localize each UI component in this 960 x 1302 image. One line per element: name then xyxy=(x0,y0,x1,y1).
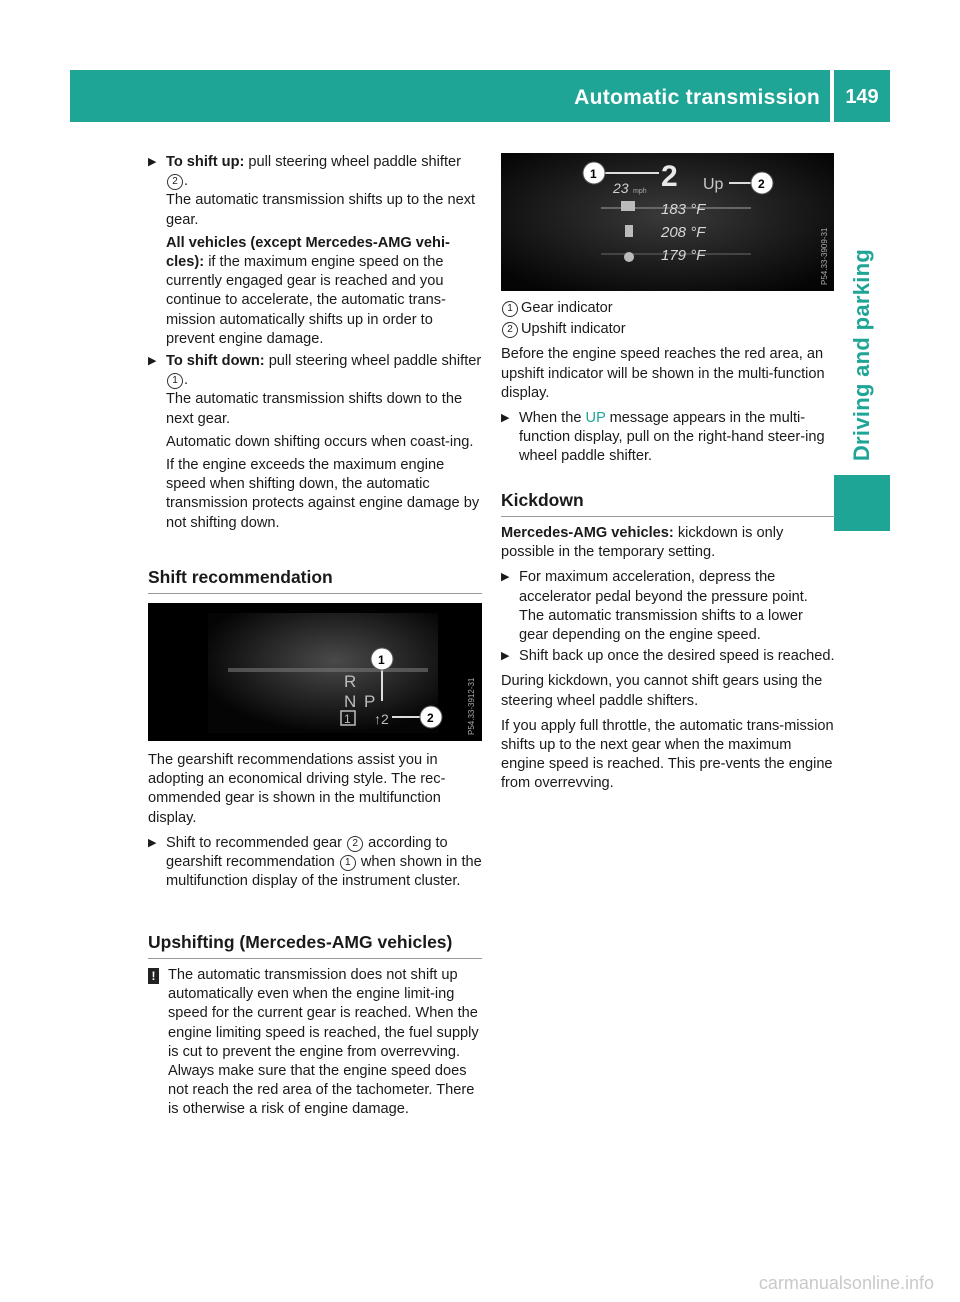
step-arrow-icon: ▶ xyxy=(501,650,510,663)
kickdown-step-1: ▶ For maximum acceleration, depress the accelerator pedal beyond the pressure point. The automatic transmission shifts to a lower gear depending on the engine speed. xyxy=(501,569,808,644)
section-heading-upshifting: Upshifting (Mercedes-AMG vehicles) xyxy=(148,933,482,959)
warning-icon: ! xyxy=(148,968,159,984)
left-column-2: The gearshift recommendations assist you in adopting an economical driving style. The rec-ommended gear is shown in the multifunction display. ▶ Shift to recommended gear 2 according to gearshift recommendation 1 when shown in the multifunction display of the instrument cluster. xyxy=(148,751,482,893)
upshift-illustration xyxy=(501,153,834,291)
temp-3: 179 °F xyxy=(661,247,706,264)
section-heading-kickdown: Kickdown xyxy=(501,491,835,517)
page-number: 149 xyxy=(845,86,879,108)
right-column: 1 Gear indicator 2 Upshift indicator Before the engine speed reaches the red area, an upshift indicator will be shown in the multi-function display. ▶ When the UP message appears in the multi-function display, pull on the right-hand steer-ing wheel paddle shifter. xyxy=(501,299,835,469)
shift-rec-heading-wrap xyxy=(148,568,482,594)
legend-item: 2 Upshift indicator xyxy=(501,320,835,339)
side-tab-marker xyxy=(834,475,890,531)
callout-2-icon: 2 xyxy=(502,322,518,338)
section-heading-shift-recommendation: Shift recommendation xyxy=(148,568,482,594)
left-column xyxy=(148,153,482,535)
gear-indicator: 2 xyxy=(661,160,678,193)
page-title: Automatic transmission xyxy=(574,86,820,109)
recommended-gear: ↑2 xyxy=(374,711,389,727)
step-arrow-icon: ▶ xyxy=(501,571,510,584)
current-gear: 1 xyxy=(344,712,351,726)
transmission-temp-icon xyxy=(624,252,634,262)
footer-watermark: carmanualsonline.info xyxy=(758,1273,934,1293)
shift-down-step: ▶ To shift down: pull steering wheel paddle shifter 1 . The automatic transmission shifts down to the next gear. Automatic down shifting occurs when coast-ing. If the engine exceeds the maximum engine speed when shifting down, the automatic transmission protects against engine damage by not shifting down. xyxy=(148,353,482,531)
upshift-indicator: Up xyxy=(703,176,724,193)
step-arrow-icon: ▶ xyxy=(148,836,157,849)
step-arrow-icon: ▶ xyxy=(148,355,157,368)
speed-unit: mph xyxy=(633,188,647,195)
speed-value: 23 xyxy=(613,180,629,196)
recommended-gear-step: ▶ Shift to recommended gear 2 according to gearshift recommendation 1 when shown in the multifunction display of the instrument cluster. xyxy=(148,834,482,890)
figure-upshift-indicator xyxy=(501,153,834,291)
figure-code: P54.33-3909-31 xyxy=(820,227,829,285)
svg-text:2: 2 xyxy=(758,177,765,191)
legend-item: 1 Gear indicator xyxy=(501,299,835,318)
svg-text:1: 1 xyxy=(378,653,385,667)
step-arrow-icon: ▶ xyxy=(501,412,510,425)
kickdown-body: Mercedes-AMG vehicles: kickdown is only possible in the temporary setting. ▶ For maximum acceleration, depress the accelerator pedal beyond the pressure point. The automatic transmission shifts to a lower gear depending on the engine speed. ▶ Shift back up once the desired speed is reached. During kickdown, you cannot shift gears using the steering wheel paddle shifters. If you apply full throttle, the automatic trans-mission shifts up to the next gear when the maximum engine speed is reached. This pre-vents the engine from overrevving. xyxy=(501,525,835,792)
upshift-heading-wrap xyxy=(148,933,482,959)
svg-text:1: 1 xyxy=(590,167,597,181)
up-message-step: ▶ When the UP message appears in the multi-function display, pull on the right-hand steer-ing wheel paddle shifter. xyxy=(501,410,825,465)
gear-n: N xyxy=(344,692,357,711)
callout-1-icon: 1 xyxy=(340,855,356,871)
coolant-temp-icon xyxy=(625,225,633,237)
callout-2-icon: 2 xyxy=(347,836,363,852)
gear-p: P xyxy=(364,692,376,711)
callout-2-icon: 2 xyxy=(167,174,183,190)
side-tab-label: Driving and parking xyxy=(849,248,874,462)
shift-up-step: ▶ To shift up: pull steering wheel paddle shifter 2 . The automatic transmission shifts up to the next gear. All vehicles (except Mercedes-AMG vehi-cles): if the maximum engine speed on the currently engaged gear is reached and you continue to accelerate, the automatic trans-mission automatically shifts up in order to prevent engine damage. xyxy=(148,154,476,347)
kickdown-heading-wrap xyxy=(501,491,835,517)
figure-shift-recommendation xyxy=(148,603,482,741)
callout-1-icon: 1 xyxy=(167,373,183,389)
callout-1-icon: 1 xyxy=(502,301,518,317)
warning-block: ! The automatic transmission does not shift up automatically even when the engine limit-ing speed for the current gear is reached. When the engine limiting speed is reached, the fuel supply is cut to prevent the engine from overrevving. Always make sure that the engine speed does not reach the red area of the tachometer. There is otherwise a risk of engine damage. xyxy=(148,966,482,1120)
up-message: UP xyxy=(585,410,606,427)
step-arrow-icon: ▶ xyxy=(148,156,157,168)
shift-rec-illustration xyxy=(148,603,482,741)
oil-temp-icon xyxy=(621,201,635,211)
kickdown-step-2: ▶ Shift back up once the desired speed is reached. xyxy=(501,647,835,666)
temp-2: 208 °F xyxy=(661,224,706,241)
svg-text:2: 2 xyxy=(427,711,434,725)
figure-code: P54.33-3912-31 xyxy=(467,677,476,735)
temp-1: 183 °F xyxy=(661,201,706,218)
gear-r: R xyxy=(344,672,357,691)
